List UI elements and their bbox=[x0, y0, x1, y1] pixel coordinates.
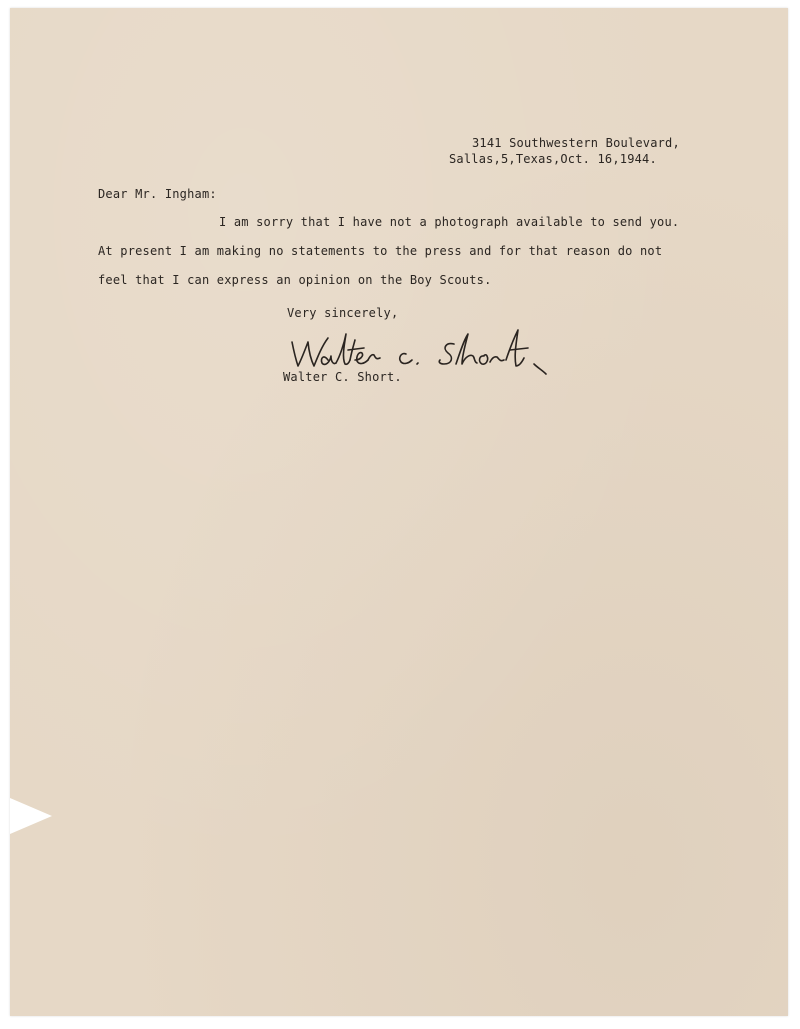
closing: Very sincerely, bbox=[287, 306, 399, 320]
address-line-1: 3141 Southwestern Boulevard, bbox=[472, 136, 680, 150]
body-line-1: I am sorry that I have not a photograph available to send you. bbox=[219, 215, 680, 229]
address-line-2: Sallas,5,Texas,Oct. 16,1944. bbox=[449, 152, 657, 166]
typed-name: Walter C. Short. bbox=[283, 370, 402, 384]
body-line-2: At present I am making no statements to the press and for that reason do not bbox=[98, 244, 663, 258]
letter-page bbox=[10, 8, 788, 1016]
body-line-3: feel that I can express an opinion on the Boy Scouts. bbox=[98, 273, 492, 287]
salutation: Dear Mr. Ingham: bbox=[98, 187, 217, 201]
torn-edge-notch bbox=[10, 798, 52, 834]
